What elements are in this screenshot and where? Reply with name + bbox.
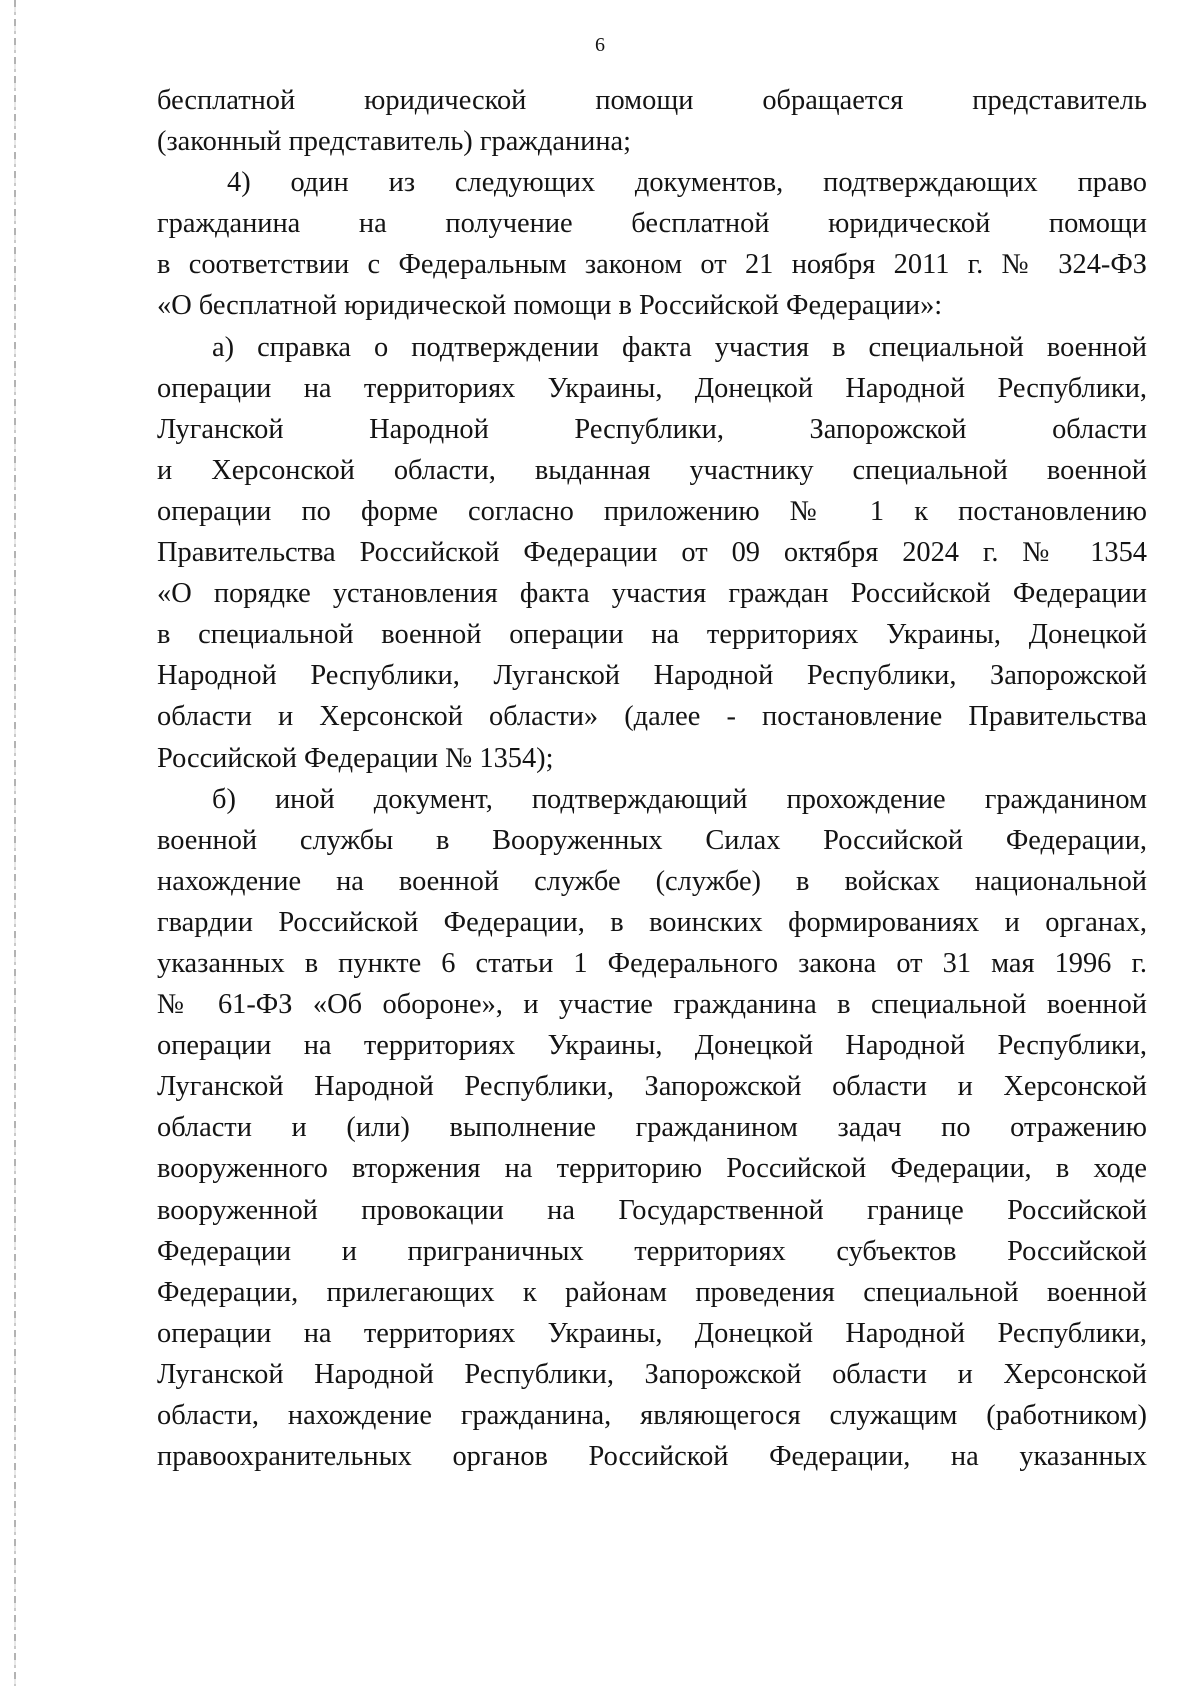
text-line: и Херсонской области, выданная участнику специальной военной (157, 454, 1147, 486)
text-line: 4) один из следующих документов, подтверждающих право (227, 167, 1147, 199)
text-line: области, нахождение гражданина, являющегося служащим (работником) (157, 1400, 1147, 1431)
text-line: а) справка о подтверждении факта участия в специальной военной (212, 331, 1147, 363)
paragraph-continuation (157, 80, 1147, 162)
text-line: бесплатной юридической помощи обращается представитель (157, 85, 1147, 116)
text-line: указанных в пункте 6 статьи 1 Федерального закона от 31 мая 1996 г. (157, 947, 1147, 979)
text-line: области и (или) выполнение гражданином задач по отражению (157, 1112, 1147, 1144)
text-line: Федерации и приграничных территориях субъектов Российской (157, 1235, 1147, 1267)
text-line: б) иной документ, подтверждающий прохождение гражданином (212, 783, 1147, 815)
text-line: в соответствии с Федеральным законом от 21 ноября 2011 г. № 324-ФЗ (157, 249, 1147, 281)
text-line: гражданина на получение бесплатной юридической помощи (157, 208, 1147, 240)
text-line: Народной Республики, Луганской Народной Республики, Запорожской (157, 660, 1147, 692)
paragraph-item-4 (157, 162, 1147, 326)
text-line: операции по форме согласно приложению № 1 к постановлению (157, 495, 1147, 527)
text-line: операции на территориях Украины, Донецкой Народной Республики, (157, 372, 1147, 404)
text-line: вооруженной провокации на Государственной границе Российской (157, 1194, 1147, 1226)
text-line: «О бесплатной юридической помощи в Российской Федерации»: (157, 290, 943, 322)
text-line: Луганской Народной Республики, Запорожской области и Херсонской (157, 1071, 1147, 1103)
text-line: гвардии Российской Федерации, в воинских формированиях и органах, (157, 906, 1147, 938)
text-line: Федерации, прилегающих к районам проведения специальной военной (157, 1276, 1147, 1308)
page-number: 6 (595, 34, 605, 56)
paragraph-subitem-a (157, 327, 1147, 779)
text-line: № 61-ФЗ «Об обороне», и участие гражданина в специальной военной (157, 989, 1147, 1021)
text-line: операции на территориях Украины, Донецкой Народной Республики, (157, 1030, 1147, 1062)
document-body (157, 80, 1147, 1477)
text-line: вооруженного вторжения на территорию Российской Федерации, в ходе (157, 1153, 1147, 1185)
text-line: военной службы в Вооруженных Силах Российской Федерации, (157, 824, 1147, 856)
text-line: в специальной военной операции на территориях Украины, Донецкой (157, 619, 1147, 651)
text-line: области и Херсонской области» (далее - постановление Правительства (157, 701, 1147, 733)
text-line: «О порядке установления факта участия граждан Российской Федерации (157, 578, 1147, 610)
text-line: правоохранительных органов Российской Федерации, на указанных (157, 1441, 1147, 1473)
text-line: Луганской Народной Республики, Запорожской области (157, 413, 1147, 445)
text-line: Российской Федерации № 1354); (157, 742, 554, 774)
scan-edge-artifact (14, 0, 16, 1686)
text-line: Луганской Народной Республики, Запорожской области и Херсонской (157, 1358, 1147, 1390)
text-line: (законный представитель) гражданина; (157, 126, 632, 158)
paragraph-subitem-b (157, 779, 1147, 1478)
text-line: операции на территориях Украины, Донецкой Народной Республики, (157, 1317, 1147, 1349)
text-line: Правительства Российской Федерации от 09 октября 2024 г. № 1354 (157, 537, 1147, 569)
text-line: нахождение на военной службе (службе) в войсках национальной (157, 865, 1147, 897)
